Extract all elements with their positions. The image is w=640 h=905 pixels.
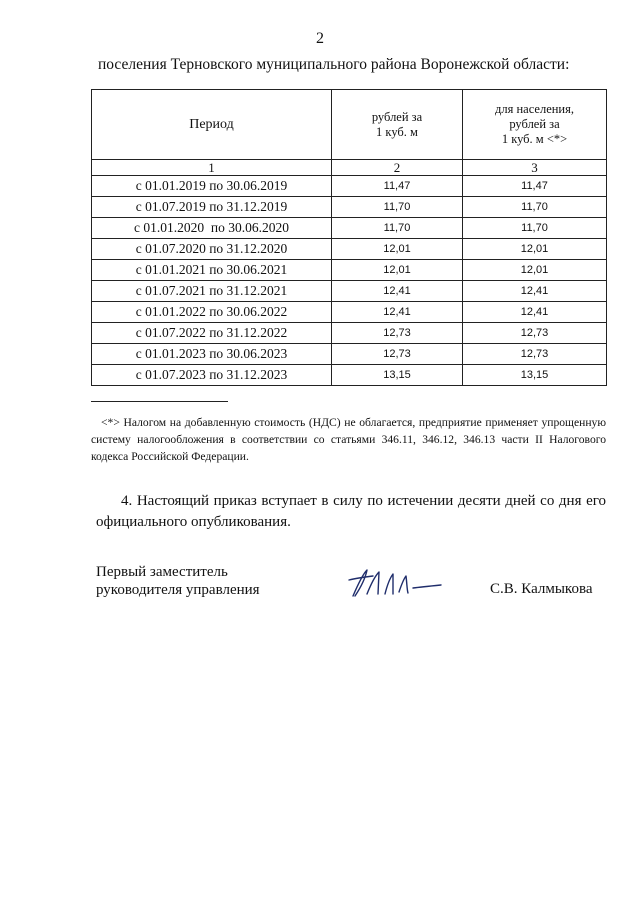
period-cell: с 01.07.2021 по 31.12.2021: [92, 281, 332, 302]
period-cell: с 01.01.2021 по 30.06.2021: [92, 260, 332, 281]
handwritten-signature: [345, 566, 445, 606]
population-price-cell: 11,70: [463, 197, 607, 218]
population-price-cell: 12,73: [463, 344, 607, 365]
price-cell: 11,70: [332, 197, 463, 218]
header-population-line: 1 куб. м <*>: [501, 132, 568, 146]
population-price-cell: 11,47: [463, 176, 607, 197]
period-cell: с 01.01.2019 по 30.06.2019: [92, 176, 332, 197]
table-row: [92, 260, 607, 281]
header-population-line: рублей за: [509, 117, 560, 131]
period-cell: с 01.07.2023 по 31.12.2023: [92, 365, 332, 386]
signer-name: С.В. Калмыкова: [490, 581, 593, 597]
price-cell: 13,15: [332, 365, 463, 386]
table-row: [92, 323, 607, 344]
header-price-line: рублей за: [371, 109, 423, 124]
signer-title-line: Первый заместитель: [96, 564, 228, 580]
population-price-cell: 11,70: [463, 218, 607, 239]
clause-4: 4. Настоящий приказ вступает в силу по истечении десяти дней со дня его официального опубликования.: [96, 493, 606, 530]
intro-text: поселения Терновского муниципального района Воронежской области:: [98, 56, 570, 73]
table-row: [92, 197, 607, 218]
population-price-cell: 12,73: [463, 323, 607, 344]
population-price-cell: 12,01: [463, 239, 607, 260]
price-cell: 12,41: [332, 281, 463, 302]
price-cell: 12,01: [332, 260, 463, 281]
population-price-cell: 12,41: [463, 302, 607, 323]
table-row: [92, 218, 607, 239]
population-price-cell: 13,15: [463, 365, 607, 386]
signer-title: [96, 563, 260, 599]
table-row: [92, 176, 607, 197]
period-cell: с 01.07.2020 по 31.12.2020: [92, 239, 332, 260]
tariff-table: [91, 89, 607, 386]
price-cell: 11,70: [332, 218, 463, 239]
header-period: Период: [92, 90, 332, 160]
page-number: 2: [316, 30, 324, 47]
footnote: <*> Налогом на добавленную стоимость (НДС) не облагается, предприятие применяет упрощенную систему налогообложения в соответствии со статьями 346.11, 346.12, 346.13 части II Налогового кодекса Российской Федерации.: [91, 416, 606, 463]
header-price-line: 1 куб. м: [376, 124, 418, 139]
price-cell: 12,01: [332, 239, 463, 260]
table-row: [92, 365, 607, 386]
period-cell: с 01.01.2020 по 30.06.2020: [92, 218, 332, 239]
header-row: [92, 90, 607, 160]
header-price: [332, 90, 463, 160]
table-row: [92, 239, 607, 260]
price-cell: 12,73: [332, 344, 463, 365]
period-cell: с 01.07.2019 по 31.12.2019: [92, 197, 332, 218]
column-number: 3: [463, 160, 607, 176]
period-cell: с 01.01.2023 по 30.06.2023: [92, 344, 332, 365]
column-number: 2: [332, 160, 463, 176]
period-cell: с 01.07.2022 по 31.12.2022: [92, 323, 332, 344]
signer-title-line: руководителя управления: [96, 582, 260, 598]
header-population-line: для населения,: [495, 102, 574, 116]
table-row: [92, 344, 607, 365]
price-cell: 11,47: [332, 176, 463, 197]
price-cell: 12,41: [332, 302, 463, 323]
price-cell: 12,73: [332, 323, 463, 344]
period-cell: с 01.01.2022 по 30.06.2022: [92, 302, 332, 323]
column-number: 1: [92, 160, 332, 176]
column-number-row: [92, 160, 607, 176]
footnote-separator: [91, 401, 228, 402]
table-row: [92, 281, 607, 302]
table-row: [92, 302, 607, 323]
population-price-cell: 12,41: [463, 281, 607, 302]
population-price-cell: 12,01: [463, 260, 607, 281]
header-population: [463, 90, 607, 160]
